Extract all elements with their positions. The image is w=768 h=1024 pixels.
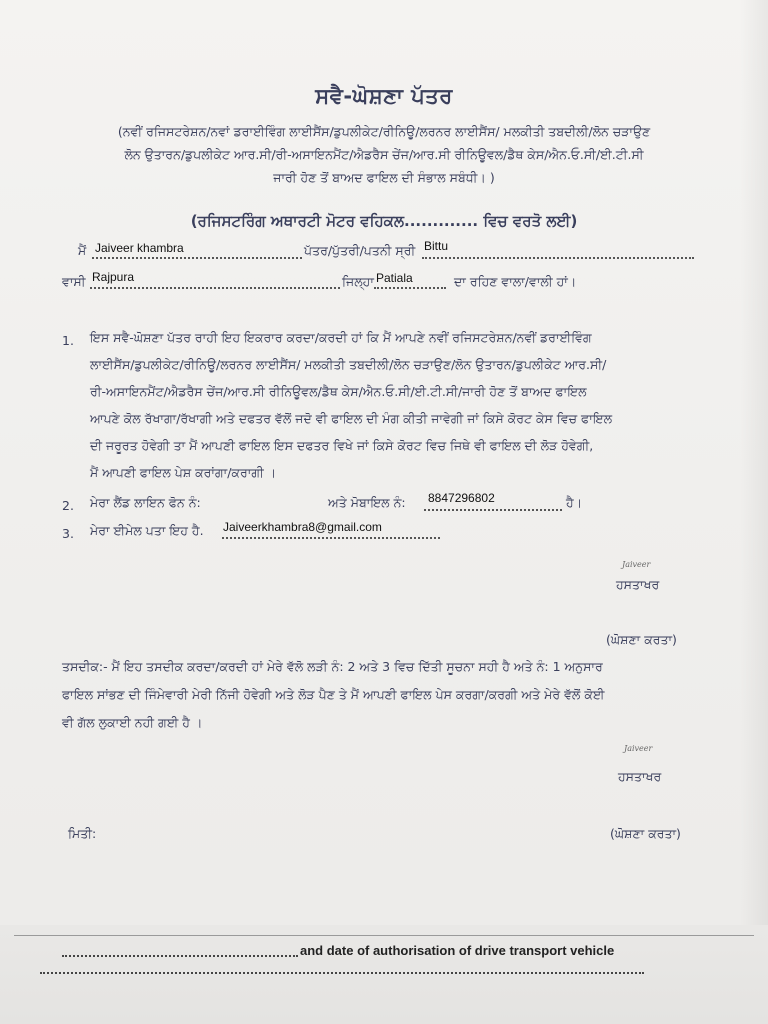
item-1-line-3: ਰੀ-ਅਸਾਇਨਮੈਂਟ/ਐਡਰੈਸ ਚੇਂਜ/ਆਰ.ਸੀ ਰੀਨਿਊਵਲ/ਡੈਥ ਕੇਸ/ਐਨ.ਓ.ਸੀ/ਈ.ਟੀ.ਸੀ/ਜਾਰੀ ਹੋਣ ਤੋਂ ਬਾਅਦ ਫਾਇਲ <box>90 384 587 399</box>
mobile-number: 8847296802 <box>428 491 495 505</box>
item-2-number: 2. <box>62 498 74 513</box>
authority-heading: (ਰਜਿਸਟਰਿੰਗ ਅਥਾਰਟੀ ਮੋਟਰ ਵਹਿਕਲ............. ਵਿਚ ਵਰਤੋ ਲਈ) <box>190 212 578 230</box>
subtitle-line-1: (ਨਵੀਂ ਰਜਿਸਟਰੇਸ਼ਨ/ਨਵਾਂ ਡਰਾਈਵਿੰਗ ਲਾਈਸੈਂਸ/ਡੁਪਲੀਕੇਟ/ਰੀਨਿਊ/ਲਰਨਰ ਲਾਈਸੈਂਸ/ ਮਲਕੀਤੀ ਤਬਦੀਲੀ/ਲੋਨ ਚੜਾਉਣ <box>117 124 651 139</box>
signature-label-1: ਹਸਤਾਖਰ <box>616 577 660 592</box>
subtitle-line-2: ਲੋਨ ਉਤਾਰਨ/ਡੁਪਲੀਕੇਟ ਆਰ.ਸੀ/ਰੀ-ਅਸਾਇਨਮੈਂਟ/ਐਡਰੈਸ ਚੇਂਜ/ਆਰ.ਸੀ ਰੀਨਿਊਵਲ/ਡੈਥ ਕੇਸ/ਐਨ.ਓ.ਸੀ/ਈ.ਟੀ.ਸੀ <box>124 147 644 162</box>
item-3-number: 3. <box>62 526 74 541</box>
resident-suffix: ਦਾ ਰਹਿਣ ਵਾਲਾ/ਵਾਲੀ ਹਾਂ। <box>454 274 577 289</box>
underlying-sheet <box>0 925 768 1024</box>
page-edge-shadow <box>740 0 768 1024</box>
sheet-dotted-line-1 <box>62 955 298 957</box>
district-dotted-line <box>374 287 446 289</box>
declarant-role-1: (ਘੋਸ਼ਣਾ ਕਰਤਾ) <box>606 632 677 647</box>
relative-dotted-line <box>422 257 694 259</box>
date-label: ਮਿਤੀ: <box>68 826 97 841</box>
page-title: ਸਵੈ-ਘੋਸ਼ਣਾ ਪੱਤਰ <box>315 84 453 108</box>
item-1-line-4: ਆਪਣੇ ਕੋਲ ਰੱਖਾਗਾ/ਰੱਖਾਗੀ ਅਤੇ ਦਫਤਰ ਵੱਲੋਂ ਜਦੋ ਵੀ ਫਾਇਲ ਦੀ ਮੰਗ ਕੀਤੀ ਜਾਵੇਗੀ ਜਾਂ ਕਿਸੇ ਕੋਰਟ ਕੇਸ ਵਿਚ ਫਾਇਲ <box>90 411 613 426</box>
sheet-edge-line <box>14 935 754 936</box>
place-dotted-line <box>90 287 340 289</box>
mobile-label: ਅਤੇ ਮੋਬਾਇਲ ਨੰ: <box>328 495 406 510</box>
mobile-dotted-line <box>424 509 562 511</box>
declarant-name: Jaiveer khambra <box>95 241 184 255</box>
item-1-number: 1. <box>62 333 74 348</box>
item-2-suffix: ਹੈ। <box>566 495 583 510</box>
item-1-line-1: ਇਸ ਸਵੈ-ਘੋਸ਼ਣਾ ਪੱਤਰ ਰਾਹੀ ਇਹ ਇਕਰਾਰ ਕਰਦਾ/ਕਰਦੀ ਹਾਂ ਕਿ ਮੈਂ ਆਪਣੇ ਨਵੀਂ ਰਜਿਸਟਰੇਸ਼ਨ/ਨਵੀਂ ਡਰਾਈਵਿੰਗ <box>90 330 592 345</box>
under-sheet-text: and date of authorisation of drive transport vehicle <box>300 943 615 958</box>
relative-name: Bittu <box>424 239 449 253</box>
declarant-prefix: ਮੈਂ <box>78 243 87 258</box>
relation-label: ਪੱਤਰ/ਪੁੱਤਰੀ/ਪਤਨੀ ਸ੍ਰੀ <box>304 243 416 258</box>
verification-line-2: ਫਾਇਲ ਸਾਂਭਣ ਦੀ ਜਿੰਮੇਵਾਰੀ ਮੇਰੀ ਨਿੱਜੀ ਹੋਵੇਗੀ ਅਤੇ ਲੋੜ ਪੈਣ ਤੇ ਮੈਂ ਆਪਣੀ ਫਾਇਲ ਪੇਸ ਕਰਗਾ/ਕਰਗੀ ਅਤੇ ਮੇਰੇ ਵੱਲੋਂ ਕੋਈ <box>62 687 605 702</box>
email-label: ਮੇਰਾ ਈਮੇਲ ਪਤਾ ਇਹ ਹੈ. <box>90 523 204 538</box>
declarant-role-2: (ਘੋਸ਼ਣਾ ਕਰਤਾ) <box>610 826 681 841</box>
signature-mark-2: Jaiveer <box>624 744 653 753</box>
name-dotted-line <box>92 257 302 259</box>
item-1-line-5: ਦੀ ਜਰੂਰਤ ਹੋਵੇਗੀ ਤਾ ਮੈਂ ਆਪਣੀ ਫਾਇਲ ਇਸ ਦਫਤਰ ਵਿਖੇ ਜਾਂ ਕਿਸੇ ਕੋਰਟ ਵਿਚ ਜਿਥੇ ਵੀ ਫਾਇਲ ਦੀ ਲੋੜ ਹੋਵੇਗੀ, <box>90 438 594 453</box>
district-label: ਜਿਲ੍ਹਾ <box>342 274 374 289</box>
district: Patiala <box>376 271 413 285</box>
signature-label-2: ਹਸਤਾਖਰ <box>618 769 662 784</box>
item-1-line-2: ਲਾਈਸੈਂਸ/ਡੁਪਲੀਕੇਟ/ਰੀਨਿਊ/ਲਰਨਰ ਲਾਈਸੈਂਸ/ ਮਲਕੀਤੀ ਤਬਦੀਲੀ/ਲੋਨ ਚੜਾਉਣ/ਲੋਨ ਉਤਾਰਨ/ਡੁਪਲੀਕੇਟ ਆਰ.ਸੀ/ <box>90 357 607 372</box>
verification-line-3: ਵੀ ਗੱਲ ਲੁਕਾਈ ਨਹੀ ਗਈ ਹੈ । <box>62 715 203 730</box>
landline-label: ਮੇਰਾ ਲੈਂਡ ਲਾਇਨ ਫੋਨ ਨੰ: <box>90 495 201 510</box>
place: Rajpura <box>92 270 135 284</box>
verification-line-1: ਤਸਦੀਕ:- ਮੈਂ ਇਹ ਤਸਦੀਕ ਕਰਦਾ/ਕਰਦੀ ਹਾਂ ਮੇਰੇ ਵੱਲੋ ਲੜੀ ਨੰ: 2 ਅਤੇ 3 ਵਿਚ ਦਿੱਤੀ ਸੂਚਨਾ ਸਹੀ ਹੈ ਅਤੇ ਨੰ: 1 ਅਨੁਸਾਰ <box>62 659 603 674</box>
email-dotted-line <box>222 537 440 539</box>
sheet-dotted-line-2 <box>40 972 644 974</box>
subtitle-line-3: ਜਾਰੀ ਹੋਣ ਤੋਂ ਬਾਅਦ ਫਾਇਲ ਦੀ ਸੰਭਾਲ ਸਬੰਧੀ। ) <box>273 170 495 185</box>
item-1-line-6: ਮੈਂ ਆਪਣੀ ਫਾਇਲ ਪੇਸ਼ ਕਰਾਂਗਾ/ਕਰਾਗੀ । <box>90 465 277 480</box>
resident-label: ਵਾਸੀ <box>62 274 86 289</box>
email-address: Jaiveerkhambra8@gmail.com <box>223 520 382 534</box>
signature-mark-1: Jaiveer <box>622 560 651 569</box>
